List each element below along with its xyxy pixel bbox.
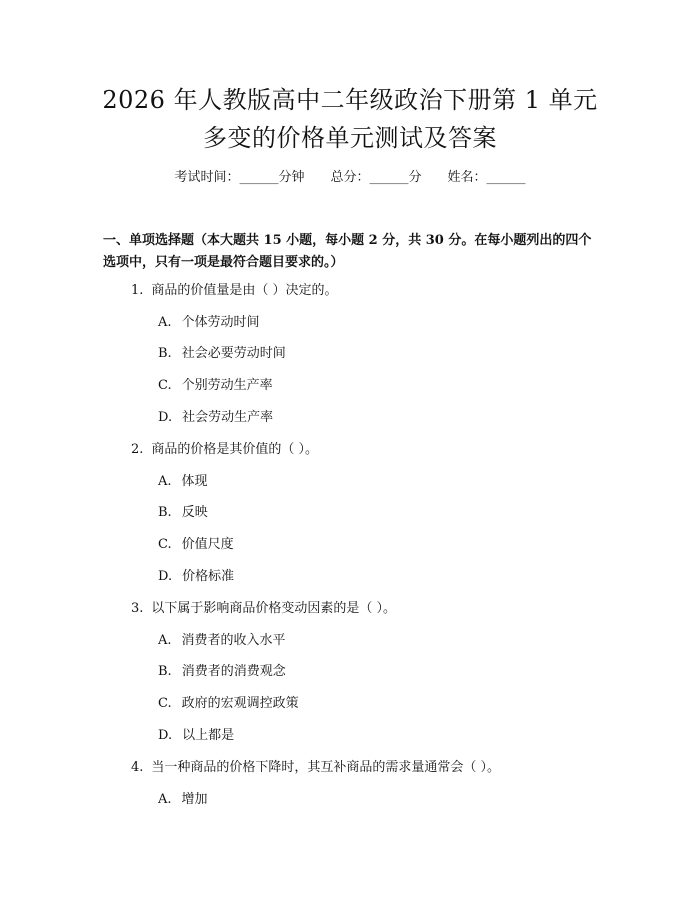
total-score-field: 总分：______分	[330, 170, 422, 185]
option-letter: C.	[158, 378, 172, 393]
option-text: 价格标准	[182, 569, 235, 584]
exam-time-field: 考试时间：______分钟	[174, 170, 305, 185]
option-letter: B.	[158, 664, 172, 679]
question-3-option-a	[158, 632, 286, 650]
page-title-line-1: 2026 年人教版高中二年级政治下册第 1 单元	[102, 86, 598, 114]
question-1-option-b	[158, 345, 286, 363]
question-3	[131, 600, 396, 618]
option-letter: D.	[158, 410, 173, 425]
question-1-option-d	[158, 409, 273, 427]
question-4-option-a	[158, 791, 208, 809]
question-3-option-d	[158, 727, 234, 745]
question-1-option-c	[158, 377, 273, 395]
option-text: 社会劳动生产率	[182, 410, 274, 425]
option-letter: A.	[158, 792, 172, 807]
option-text: 消费者的收入水平	[181, 633, 286, 648]
option-text: 反映	[181, 505, 208, 520]
question-3-option-b	[158, 663, 286, 681]
question-number: 4.	[131, 760, 144, 775]
option-text: 消费者的消费观念	[181, 664, 286, 679]
question-2-option-b	[158, 504, 208, 522]
option-letter: A.	[158, 633, 172, 648]
page-title-line-2: 多变的价格单元测试及答案	[203, 124, 497, 152]
question-text: 商品的价格是其价值的（ ）。	[151, 442, 319, 457]
question-text: 以下属于影响商品价格变动因素的是（ ）。	[151, 601, 397, 616]
option-text: 价值尺度	[181, 537, 234, 552]
question-number: 3.	[131, 601, 144, 616]
option-text: 个别劳动生产率	[181, 378, 273, 393]
student-name-field: 姓名：______	[447, 170, 526, 185]
option-text: 个体劳动时间	[181, 315, 260, 330]
option-text: 以上都是	[182, 728, 235, 743]
option-text: 体现	[181, 474, 208, 489]
option-letter: A.	[158, 315, 172, 330]
question-2-option-a	[158, 473, 208, 491]
option-letter: D.	[158, 728, 173, 743]
question-text: 当一种商品的价格下降时，其互补商品的需求量通常会（ ）。	[151, 760, 501, 775]
question-number: 1.	[131, 283, 144, 298]
option-text: 政府的宏观调控政策	[181, 696, 299, 711]
option-letter: B.	[158, 346, 172, 361]
option-letter: A.	[158, 474, 172, 489]
question-text: 商品的价值量是由（ ）决定的。	[151, 283, 338, 298]
question-number: 2.	[131, 442, 144, 457]
question-2-option-c	[158, 536, 234, 554]
option-letter: C.	[158, 696, 172, 711]
option-letter: C.	[158, 537, 172, 552]
question-1	[131, 282, 338, 300]
question-2	[131, 441, 318, 459]
option-letter: D.	[158, 569, 173, 584]
option-letter: B.	[158, 505, 172, 520]
question-2-option-d	[158, 568, 234, 586]
option-text: 增加	[181, 792, 208, 807]
exam-meta	[0, 169, 700, 187]
question-4	[131, 759, 500, 777]
question-1-option-a	[158, 314, 260, 332]
question-3-option-c	[158, 695, 299, 713]
section-heading: 一、单项选择题（本大题共 15 小题，每小题 2 分，共 30 分。在每小题列出的四个选项中，只有一项是最符合题目要求的。）	[103, 233, 592, 270]
option-text: 社会必要劳动时间	[181, 346, 286, 361]
